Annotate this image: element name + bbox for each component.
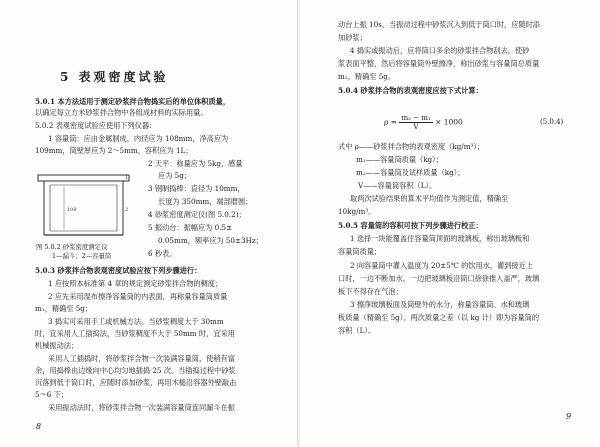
text-line: 加砂浆；: [338, 33, 367, 42]
text-line: 板质量（精确至 5g）。两次质量之差（以 kg 计）即为容量筒的: [338, 313, 540, 322]
figure-dimension-label: 109: [67, 207, 77, 213]
page-number-left: 8: [36, 422, 42, 431]
where-line: 式中 ρ——砂浆拌合物的表观密度（kg/m³）；: [338, 142, 485, 151]
text-line: 1 容量筒：应由金属制成，内径应为 108mm，净高应为: [48, 134, 229, 143]
clause-5-0-1: 5.0.1 本方法适用于测定砂浆拌合物捣实后的单位体积质量，: [35, 97, 231, 106]
text-line: 动台上振 10s，当振动过程中砂浆沉入到低于筒口时，应随时添: [338, 20, 540, 29]
text-line: 浆表面平整，然后将容量筒外壁擦净，称出砂浆与容量筒总质量: [338, 59, 540, 68]
clause-5-0-3: 5.0.3 砂浆拌合物表观密度试验应按下列步骤进行：: [35, 266, 202, 275]
formula-numerator: m₂ − m₁: [401, 114, 431, 122]
text-line: 长度为 350mm，端部磨圆；: [158, 197, 253, 206]
text-line: 6 秒表。: [148, 249, 177, 258]
formula-denominator: V: [413, 123, 419, 131]
text-line: 应为 5g；: [158, 171, 192, 180]
text-line: 沉落到低于筒口时，应随时添加砂浆，再用木槌沿容器外壁敲击: [35, 378, 237, 387]
text-line: 0.05mm，频率应为 50±3Hz；: [158, 236, 263, 245]
text-line: 1 选择一块能覆盖住容量筒顶面的玻璃板，称出玻璃板和: [350, 234, 530, 243]
text-line: 5～6 下；: [35, 390, 68, 399]
density-apparatus-figure: [36, 171, 131, 241]
text-line: m₂，精确至 5g。: [338, 72, 396, 81]
text-line: 采用振动法时，将砂浆拌合物一次装满容量筒连同漏斗在振: [48, 403, 235, 412]
text-line: 采用人工插捣时，将砂浆拌合物一次装满容量筒，使稍有富: [48, 354, 235, 363]
text-line: 机械振动法；: [35, 341, 79, 350]
text-line: 1 应按照本标准第 4 章的规定测定砂浆拌合物的稠度；: [48, 279, 223, 288]
text-line: 取两次试验结果的算术平均值作为测定值，精确至: [350, 194, 509, 203]
clause-5-0-5: 5.0.5 容量筒的容积可按下列步骤进行校正：: [338, 221, 483, 230]
text-line: 2 应先采用湿布擦净容量筒的内表面，再称量容量筒质量: [48, 292, 228, 301]
formula-fraction: [399, 114, 432, 131]
figure-label-1: 1: [125, 175, 129, 181]
text-line: 容量筒质量；: [338, 247, 382, 256]
clause-5-0-2: 5.0.2 表观密度试验应使用下列仪器：: [35, 121, 157, 130]
text-line: 5 振动台：振幅应为 0.5±: [148, 223, 233, 232]
left-page: [0, 0, 298, 447]
where-line: V——容量筒容积（L）。: [358, 181, 437, 190]
formula-lhs: ρ =: [384, 117, 398, 127]
text-line: m₁，精确至 5g；: [35, 304, 93, 313]
figure-caption: 图 5.0.2 砂浆密度测定仪: [36, 243, 108, 251]
section-title: 5 表观密度试验: [60, 70, 169, 84]
text-line: 2 天平：称量应为 5kg，感量: [148, 159, 243, 168]
figure-legend: 1—漏斗；2—容量筒: [52, 252, 112, 260]
text-line: 4 砂浆密度测定仪(图 5.0.2)；: [148, 210, 246, 219]
text-line: 2 向容量筒中灌入温度为 20±5℃ 的饮用水，灌到接近上: [350, 261, 533, 270]
formula-number: (5.0.4): [540, 118, 564, 126]
figure-label-2: 2: [125, 207, 129, 213]
text-line: 口时，一边不断加水，一边把玻璃板沿筒口徐徐推入盖严，玻璃: [338, 274, 540, 283]
text-line: 以确定每立方米砂浆拌合物中各组成材料的实际用量。: [35, 108, 208, 117]
clause-5-0-4: 5.0.4 砂浆拌合物的表观密度应按下式计算：: [338, 86, 483, 95]
where-line: m₂——容量筒及试样质量（kg）；: [356, 168, 465, 177]
text-line: 板下不得存在气泡；: [338, 287, 403, 296]
text-line: 余，用捣棒由边缘向中心均匀地插捣 25 次。当插捣过程中砂浆: [35, 366, 236, 375]
density-formula: [384, 114, 463, 131]
text-line: 3 钢制捣棒：直径为 10mm，: [148, 184, 245, 193]
formula-rhs: × 1000: [435, 117, 463, 127]
text-line: 109mm，筒壁厚应为 2～5mm，容积应为 1L；: [35, 146, 193, 155]
text-line: 3 捣实可采用手工或机械方法。当砂浆稠度大于 30mm: [48, 317, 224, 326]
text-line: 4 捣实或振动后，应将筒口多余的砂浆拌合物刮去，使砂: [350, 46, 530, 55]
text-line: 10kg/m³。: [338, 207, 376, 216]
page-number-right: 9: [566, 412, 572, 421]
text-line: 3 擦净玻璃板面及筒壁外的水分，称量容量筒、水和玻璃: [350, 300, 530, 309]
where-line: m₁——容量筒质量（kg）；: [356, 155, 443, 164]
text-line: 容积（L）。: [338, 326, 376, 335]
text-line: 时，宜采用人工插捣法，当砂浆稠度不大于 50mm 时，宜采用: [35, 329, 235, 338]
